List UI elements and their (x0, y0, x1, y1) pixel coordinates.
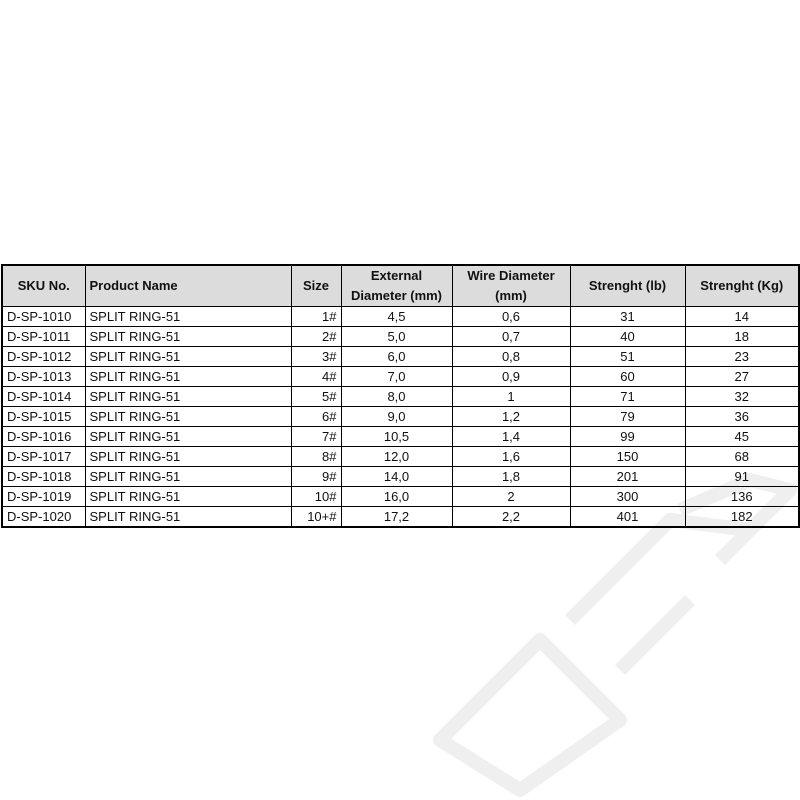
cell-strength-lb: 51 (570, 347, 685, 367)
cell-external-diameter: 12,0 (341, 447, 452, 467)
cell-strength-kg: 45 (685, 427, 799, 447)
cell-strength-kg: 182 (685, 507, 799, 528)
cell-strength-lb: 99 (570, 427, 685, 447)
table-row (2, 347, 799, 367)
cell-wire-diameter: 2 (452, 487, 570, 507)
cell-external-diameter: 6,0 (341, 347, 452, 367)
cell-external-diameter: 17,2 (341, 507, 452, 528)
header-product-name: Product Name (85, 265, 291, 307)
table-row (2, 387, 799, 407)
cell-wire-diameter: 1,8 (452, 467, 570, 487)
cell-external-diameter: 14,0 (341, 467, 452, 487)
cell-strength-kg: 23 (685, 347, 799, 367)
table-row (2, 427, 799, 447)
cell-strength-lb: 40 (570, 327, 685, 347)
cell-wire-diameter: 0,6 (452, 307, 570, 327)
cell-wire-diameter: 1,4 (452, 427, 570, 447)
cell-size: 5# (291, 387, 341, 407)
cell-sku: D-SP-1014 (2, 387, 85, 407)
cell-sku: D-SP-1020 (2, 507, 85, 528)
cell-external-diameter: 8,0 (341, 387, 452, 407)
cell-product-name: SPLIT RING-51 (85, 467, 291, 487)
cell-wire-diameter: 0,9 (452, 367, 570, 387)
cell-size: 9# (291, 467, 341, 487)
header-external-diameter: External Diameter (mm) (341, 265, 452, 307)
cell-product-name: SPLIT RING-51 (85, 447, 291, 467)
cell-product-name: SPLIT RING-51 (85, 327, 291, 347)
cell-strength-kg: 18 (685, 327, 799, 347)
cell-external-diameter: 5,0 (341, 327, 452, 347)
header-wire-diameter: Wire Diameter (mm) (452, 265, 570, 307)
header-sku: SKU No. (2, 265, 85, 307)
table-row (2, 447, 799, 467)
cell-external-diameter: 16,0 (341, 487, 452, 507)
cell-product-name: SPLIT RING-51 (85, 387, 291, 407)
cell-sku: D-SP-1018 (2, 467, 85, 487)
cell-product-name: SPLIT RING-51 (85, 367, 291, 387)
spec-table (1, 264, 800, 528)
cell-sku: D-SP-1019 (2, 487, 85, 507)
cell-sku: D-SP-1012 (2, 347, 85, 367)
table-row (2, 307, 799, 327)
cell-strength-lb: 79 (570, 407, 685, 427)
cell-strength-kg: 136 (685, 487, 799, 507)
cell-external-diameter: 10,5 (341, 427, 452, 447)
cell-strength-kg: 14 (685, 307, 799, 327)
cell-strength-lb: 71 (570, 387, 685, 407)
cell-strength-lb: 201 (570, 467, 685, 487)
cell-sku: D-SP-1010 (2, 307, 85, 327)
header-size: Size (291, 265, 341, 307)
cell-external-diameter: 7,0 (341, 367, 452, 387)
cell-product-name: SPLIT RING-51 (85, 347, 291, 367)
cell-strength-kg: 68 (685, 447, 799, 467)
cell-sku: D-SP-1017 (2, 447, 85, 467)
table-row (2, 367, 799, 387)
cell-strength-kg: 32 (685, 387, 799, 407)
cell-size: 10+# (291, 507, 341, 528)
cell-size: 10# (291, 487, 341, 507)
header-strength-kg: Strenght (Kg) (685, 265, 799, 307)
cell-size: 8# (291, 447, 341, 467)
table-row (2, 327, 799, 347)
cell-sku: D-SP-1016 (2, 427, 85, 447)
cell-size: 2# (291, 327, 341, 347)
cell-strength-kg: 27 (685, 367, 799, 387)
table-body (2, 307, 799, 528)
cell-product-name: SPLIT RING-51 (85, 307, 291, 327)
cell-product-name: SPLIT RING-51 (85, 407, 291, 427)
header-row (2, 265, 799, 307)
cell-sku: D-SP-1013 (2, 367, 85, 387)
cell-strength-kg: 91 (685, 467, 799, 487)
header-strength-lb: Strenght (lb) (570, 265, 685, 307)
cell-external-diameter: 9,0 (341, 407, 452, 427)
cell-strength-kg: 36 (685, 407, 799, 427)
cell-wire-diameter: 1,6 (452, 447, 570, 467)
cell-size: 4# (291, 367, 341, 387)
table-row (2, 407, 799, 427)
cell-wire-diameter: 1 (452, 387, 570, 407)
cell-size: 1# (291, 307, 341, 327)
cell-sku: D-SP-1015 (2, 407, 85, 427)
cell-strength-lb: 60 (570, 367, 685, 387)
cell-size: 3# (291, 347, 341, 367)
cell-size: 6# (291, 407, 341, 427)
table-row (2, 487, 799, 507)
cell-strength-lb: 401 (570, 507, 685, 528)
table-row (2, 467, 799, 487)
cell-external-diameter: 4,5 (341, 307, 452, 327)
cell-strength-lb: 150 (570, 447, 685, 467)
table-row (2, 507, 799, 528)
cell-strength-lb: 31 (570, 307, 685, 327)
cell-wire-diameter: 0,7 (452, 327, 570, 347)
cell-size: 7# (291, 427, 341, 447)
cell-product-name: SPLIT RING-51 (85, 427, 291, 447)
cell-product-name: SPLIT RING-51 (85, 507, 291, 528)
cell-wire-diameter: 2,2 (452, 507, 570, 528)
cell-sku: D-SP-1011 (2, 327, 85, 347)
cell-product-name: SPLIT RING-51 (85, 487, 291, 507)
cell-wire-diameter: 0,8 (452, 347, 570, 367)
cell-wire-diameter: 1,2 (452, 407, 570, 427)
cell-strength-lb: 300 (570, 487, 685, 507)
